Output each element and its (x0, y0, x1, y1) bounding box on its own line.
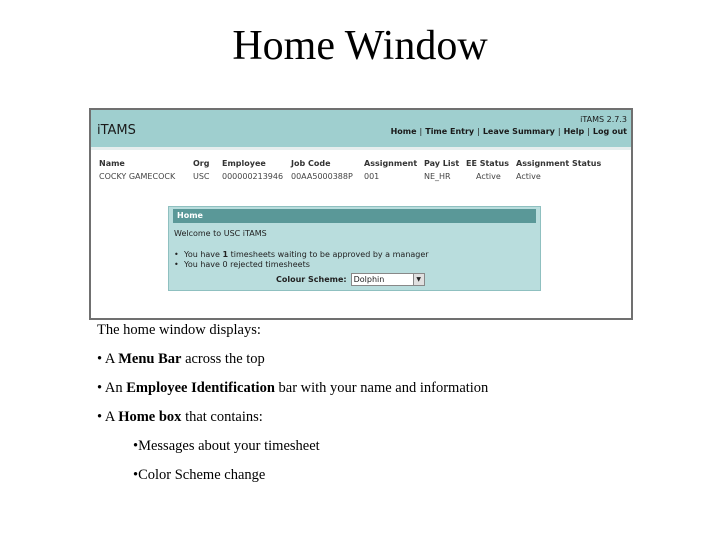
header-pay-list: Pay List (424, 159, 460, 168)
header-job-code: Job Code (291, 159, 331, 168)
note-item-home-box (97, 409, 263, 426)
note-bold-text: Home box (118, 409, 182, 425)
bullet-icon: • (174, 260, 179, 269)
note-sub-messages (133, 438, 320, 455)
note-text: A (104, 351, 119, 367)
message-text: timesheets waiting to be approved by a manager (228, 250, 429, 259)
app-version: iTAMS 2.7.3 (580, 115, 627, 124)
menu-help-link[interactable]: Help (563, 127, 585, 136)
header-assignment-status: Assignment Status (516, 159, 602, 168)
value-employee: 000000213946 (222, 172, 284, 181)
menu-separator: | (587, 127, 590, 136)
header-name: Name (99, 159, 125, 168)
message-text: rejected timesheets (227, 260, 310, 269)
menu-home-link[interactable]: Home (390, 127, 417, 136)
message-count: 0 (222, 260, 228, 269)
value-assignment: 001 (364, 172, 380, 181)
value-org: USC (193, 172, 210, 181)
message-count: 1 (222, 250, 229, 259)
note-text: Color Scheme change (138, 467, 266, 483)
value-name: COCKY GAMECOCK (99, 172, 176, 181)
itams-window-screenshot (89, 108, 633, 320)
notes-intro: The home window displays: (97, 322, 261, 338)
note-text: across the top (181, 351, 265, 367)
home-box-header (173, 209, 536, 223)
timesheet-messages (174, 250, 429, 270)
menu-separator: | (419, 127, 423, 136)
chevron-down-icon[interactable]: ▼ (413, 274, 424, 285)
value-job-code: 00AA5000388P (291, 172, 353, 181)
note-text: that contains: (181, 409, 263, 425)
home-box (168, 206, 541, 291)
note-text: An (104, 380, 127, 396)
message-text: You have (184, 260, 223, 269)
slide-title: Home Window (232, 23, 488, 69)
bullet-icon: • (133, 438, 139, 454)
note-item-employee-id (97, 380, 488, 397)
app-name: iTAMS (97, 123, 136, 138)
header-org: Org (193, 159, 210, 168)
header-employee: Employee (222, 159, 266, 168)
bullet-icon: • (133, 467, 139, 483)
message-pending-approval (174, 250, 429, 260)
colour-scheme-select[interactable] (351, 273, 425, 286)
menu-divider (91, 147, 631, 150)
welcome-message: Welcome to USC iTAMS (174, 229, 267, 238)
colour-scheme-label: Colour Scheme: (276, 275, 347, 284)
note-text: Messages about your timesheet (138, 438, 320, 454)
bullet-icon: • (97, 409, 103, 425)
home-box-title: Home (177, 211, 203, 220)
menu-separator: | (557, 127, 561, 136)
bullet-icon: • (97, 351, 103, 367)
colour-scheme-row (276, 273, 425, 286)
menu-links (391, 127, 627, 136)
message-text: You have (184, 250, 223, 259)
menu-logout-link[interactable]: Log out (592, 127, 627, 136)
value-assignment-status: Active (516, 172, 541, 181)
header-ee-status: EE Status (466, 159, 509, 168)
bullet-icon: • (97, 380, 103, 396)
note-item-menu-bar (97, 351, 265, 368)
menu-bar (91, 110, 631, 147)
bullet-icon: • (174, 250, 179, 259)
header-assignment: Assignment (364, 159, 418, 168)
value-pay-list: NE_HR (424, 172, 451, 181)
message-rejected (174, 260, 429, 270)
note-bold-text: Employee Identification (126, 380, 275, 396)
menu-separator: | (477, 127, 480, 136)
value-ee-status: Active (476, 172, 501, 181)
note-sub-color-scheme (133, 467, 265, 484)
note-text: A (104, 409, 119, 425)
menu-time-entry-link[interactable]: Time Entry (425, 127, 475, 136)
note-text: bar with your name and information (274, 380, 489, 396)
colour-scheme-value: Dolphin (353, 275, 385, 284)
note-bold-text: Menu Bar (118, 351, 182, 367)
menu-leave-summary-link[interactable]: Leave Summary (482, 127, 555, 136)
